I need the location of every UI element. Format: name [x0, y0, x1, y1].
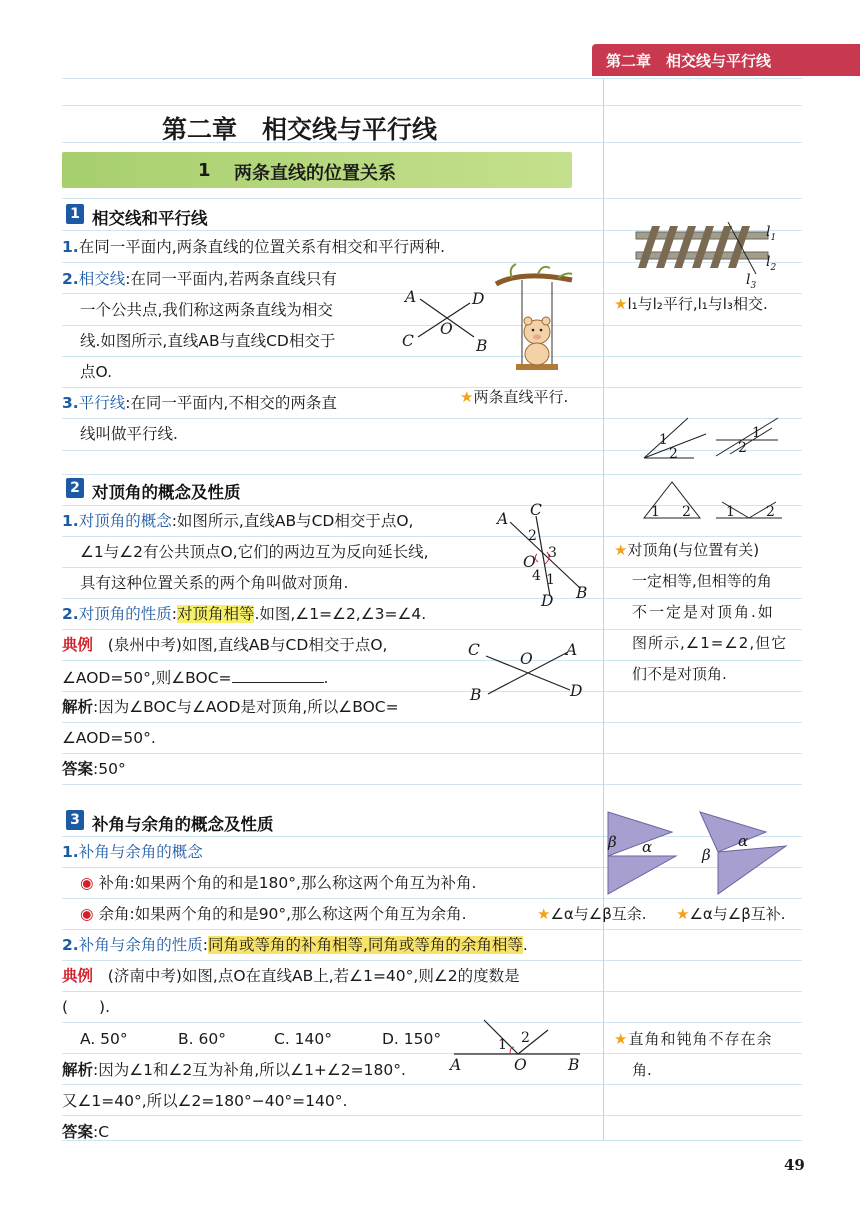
swing-caption-text: 两条直线平行.: [473, 388, 569, 406]
complementary-caption: ★∠α与∠β互余.: [537, 905, 647, 923]
chapter-title: 第二章 相交线与平行线: [162, 115, 438, 144]
s1-item-3-text-a: :在同一平面内,不相交的两条直: [125, 394, 337, 412]
fig2-label-O: O: [523, 553, 536, 571]
s2-answer: 答案:50°: [62, 760, 126, 778]
option-b[interactable]: B. 60°: [178, 1030, 226, 1048]
s2-solution-line-2: ∠AOD=50°.: [62, 729, 156, 747]
s2-item-2: 2.对顶角的性质:对顶角相等.如图,∠1=∠2,∠3=∠4.: [62, 605, 427, 623]
section-number: 1: [198, 160, 211, 181]
ex1-label-C: C: [468, 641, 480, 659]
s3-solution-line-2: 又∠1=40°,所以∠2=180°−40°=140°.: [62, 1092, 348, 1110]
fig2-label-3: 3: [548, 545, 557, 561]
equal-angle-label-1b: 1: [752, 425, 761, 441]
s1-item-2-line-2: 一个公共点,我们称这两条直线为相交: [80, 301, 333, 319]
supplementary-caption: ★∠α与∠β互补.: [676, 905, 786, 923]
no-complement-note-line-1: ★直角和钝角不存在余: [614, 1030, 773, 1048]
star-icon: ★: [676, 905, 690, 923]
s1-item-2-num: 2.: [62, 270, 79, 288]
rail-label-l3: $l_3$: [746, 272, 757, 291]
set-square-alpha-2: α: [738, 832, 749, 850]
fig1-label-B: B: [476, 337, 488, 355]
fig1-label-A: A: [405, 288, 417, 306]
s3-highlight: 同角或等角的补角相等,同角或等角的余角相等: [207, 936, 523, 954]
fig2-label-1: 1: [546, 572, 555, 588]
s1-item-1-num: 1.: [62, 238, 79, 256]
ex1-label-B: B: [470, 686, 482, 704]
rail-label-l2: $l_2$: [766, 254, 777, 273]
fig1-label-C: C: [402, 332, 414, 350]
equal-angle-label-2b: 2: [738, 440, 747, 456]
section-badge-3: 3: [66, 810, 84, 830]
solution-label: 解析: [62, 698, 94, 716]
s3-solution-line-1: 解析:因为∠1和∠2互为补角,所以∠1+∠2=180°.: [62, 1061, 406, 1079]
rail-caption-text: l₁与l₂平行,l₁与l₃相交.: [627, 295, 768, 313]
set-square-figures: [600, 808, 800, 896]
section-title: 两条直线的位置关系: [234, 163, 396, 184]
rail-caption: [614, 297, 768, 312]
s1-item-1: [62, 240, 445, 256]
s2-example-line-1: 典例 (泉州中考)如图,直线AB与CD相交于点O,: [62, 636, 388, 654]
swing-caption: [460, 390, 568, 405]
s3-item-1: 1.补角与余角的概念: [62, 843, 203, 861]
header-tab-label: 第二章 相交线与平行线: [606, 52, 772, 70]
ex1-label-A: A: [566, 641, 578, 659]
s1-item-2-line-3: 线.如图所示,直线AB与直线CD相交于: [80, 332, 336, 350]
s1-item-2-text-a: :在同一平面内,若两条直线只有: [125, 270, 337, 288]
s2-item-1-line-2: ∠1与∠2有公共顶点O,它们的两边互为反向延长线,: [80, 543, 429, 561]
s2-item-1-line-3: 具有这种位置关系的两个角叫做对顶角.: [80, 574, 349, 592]
s3-answer: 答案:C: [62, 1123, 110, 1141]
section-badge-1: 1: [66, 204, 84, 224]
ex2-label-1: 1: [498, 1037, 507, 1053]
solution-label: 解析: [62, 1061, 94, 1079]
s2-item-1-term: 对顶角的概念: [78, 512, 172, 530]
vertical-angle-note-line-4: 图所示,∠1=∠2,但它: [632, 634, 788, 652]
option-c[interactable]: C. 140°: [274, 1030, 333, 1048]
section-title-2: 对顶角的概念及性质: [92, 483, 241, 502]
bullet-icon: ◉: [80, 905, 94, 923]
fig2-label-A: A: [497, 510, 509, 528]
example-label: 典例: [62, 636, 94, 654]
equal-angle-label-1: 1: [659, 432, 668, 448]
fig2-label-B: B: [576, 584, 588, 602]
vertical-angle-note-line-2: 一定相等,但相等的角: [632, 572, 772, 590]
star-icon: ★: [614, 541, 628, 559]
s2-example-line-2: ∠AOD=50°,则∠BOC= .: [62, 669, 329, 687]
answer-label: 答案: [62, 1123, 94, 1141]
fig2-label-4: 4: [532, 568, 541, 584]
set-square-beta-1: β: [608, 833, 617, 851]
ex1-label-O: O: [520, 650, 533, 668]
s3-item-2-term: 补角与余角的性质: [78, 936, 203, 954]
equal-angle-label-2: 2: [669, 446, 678, 462]
s1-item-2-line-1: [62, 272, 337, 288]
rail-label-l1: $l_1$: [766, 224, 777, 243]
fig1-label-D: D: [472, 290, 485, 308]
no-complement-note-line-2: 角.: [632, 1061, 652, 1079]
s1-item-3-term: 平行线: [78, 394, 126, 412]
ex2-label-O: O: [514, 1056, 527, 1074]
v-angle-2: 2: [766, 504, 775, 520]
s3-bullet-1: ◉ 补角:如果两个角的和是180°,那么称这两个角互为补角.: [80, 874, 477, 892]
bullet-icon: ◉: [80, 874, 94, 892]
triangle-angle-2: 2: [682, 504, 691, 520]
star-icon: ★: [460, 388, 474, 406]
star-icon: ★: [614, 295, 628, 313]
v-angle-1: 1: [726, 504, 735, 520]
page-number: 49: [784, 1156, 805, 1174]
star-icon: ★: [614, 1030, 629, 1048]
vertical-angle-note-line-5: 们不是对顶角.: [632, 665, 727, 683]
s2-solution-line-1: 解析:因为∠BOC与∠AOD是对顶角,所以∠BOC=: [62, 698, 399, 716]
ex2-label-2: 2: [521, 1030, 530, 1046]
option-a[interactable]: A. 50°: [80, 1030, 128, 1048]
section-badge-2: 2: [66, 478, 84, 498]
answer-blank[interactable]: [232, 669, 324, 683]
s2-item-2-term: 对顶角的性质: [78, 605, 172, 623]
vertical-angle-note-line-1: ★对顶角(与位置有关): [614, 541, 760, 559]
s1-item-2-line-4: 点O.: [80, 363, 112, 381]
s3-example-line-2: ( ).: [62, 998, 111, 1016]
ex1-label-D: D: [570, 682, 583, 700]
s2-item-1-line-1: 1.对顶角的概念:如图所示,直线AB与CD相交于点O,: [62, 512, 414, 530]
section-title-1: 相交线和平行线: [92, 209, 208, 228]
s1-item-3-line-2: 线叫做平行线.: [80, 425, 178, 443]
s1-item-2-term: 相交线: [78, 270, 126, 288]
s1-item-3-num: 3.: [62, 394, 79, 412]
fig2-label-2: 2: [528, 528, 537, 544]
column-divider: [603, 78, 604, 1140]
s3-example-line-1: 典例 (济南中考)如图,点O在直线AB上,若∠1=40°,则∠2的度数是: [62, 967, 520, 985]
section-title-3: 补角与余角的概念及性质: [92, 815, 274, 834]
option-d[interactable]: D. 150°: [382, 1030, 442, 1048]
set-square-beta-2: β: [702, 846, 711, 864]
triangle-angle-1: 1: [651, 504, 660, 520]
answer-label: 答案: [62, 760, 94, 778]
example-label: 典例: [62, 967, 94, 985]
s1-item-1-text: 在同一平面内,两条直线的位置关系有相交和平行两种.: [78, 238, 446, 256]
fig2-label-C: C: [530, 501, 542, 519]
vertical-angle-note-line-3: 不一定是对顶角.如: [632, 603, 775, 621]
s1-item-3-line-1: [62, 396, 337, 412]
s2-highlight: 对顶角相等: [176, 605, 255, 623]
fig1-label-O: O: [440, 320, 453, 338]
s3-bullet-2: ◉ 余角:如果两个角的和是90°,那么称这两个角互为余角.: [80, 905, 467, 923]
ex2-label-A: A: [450, 1056, 462, 1074]
s3-item-2: 2.补角与余角的性质:同角或等角的补角相等,同角或等角的余角相等.: [62, 936, 528, 954]
fig2-label-D: D: [541, 592, 554, 610]
set-square-alpha-1: α: [642, 838, 653, 856]
s3-item-1-term: 补角与余角的概念: [78, 843, 203, 861]
swing-illustration: [492, 262, 576, 384]
star-icon: ★: [537, 905, 551, 923]
ex2-label-B: B: [568, 1056, 580, 1074]
